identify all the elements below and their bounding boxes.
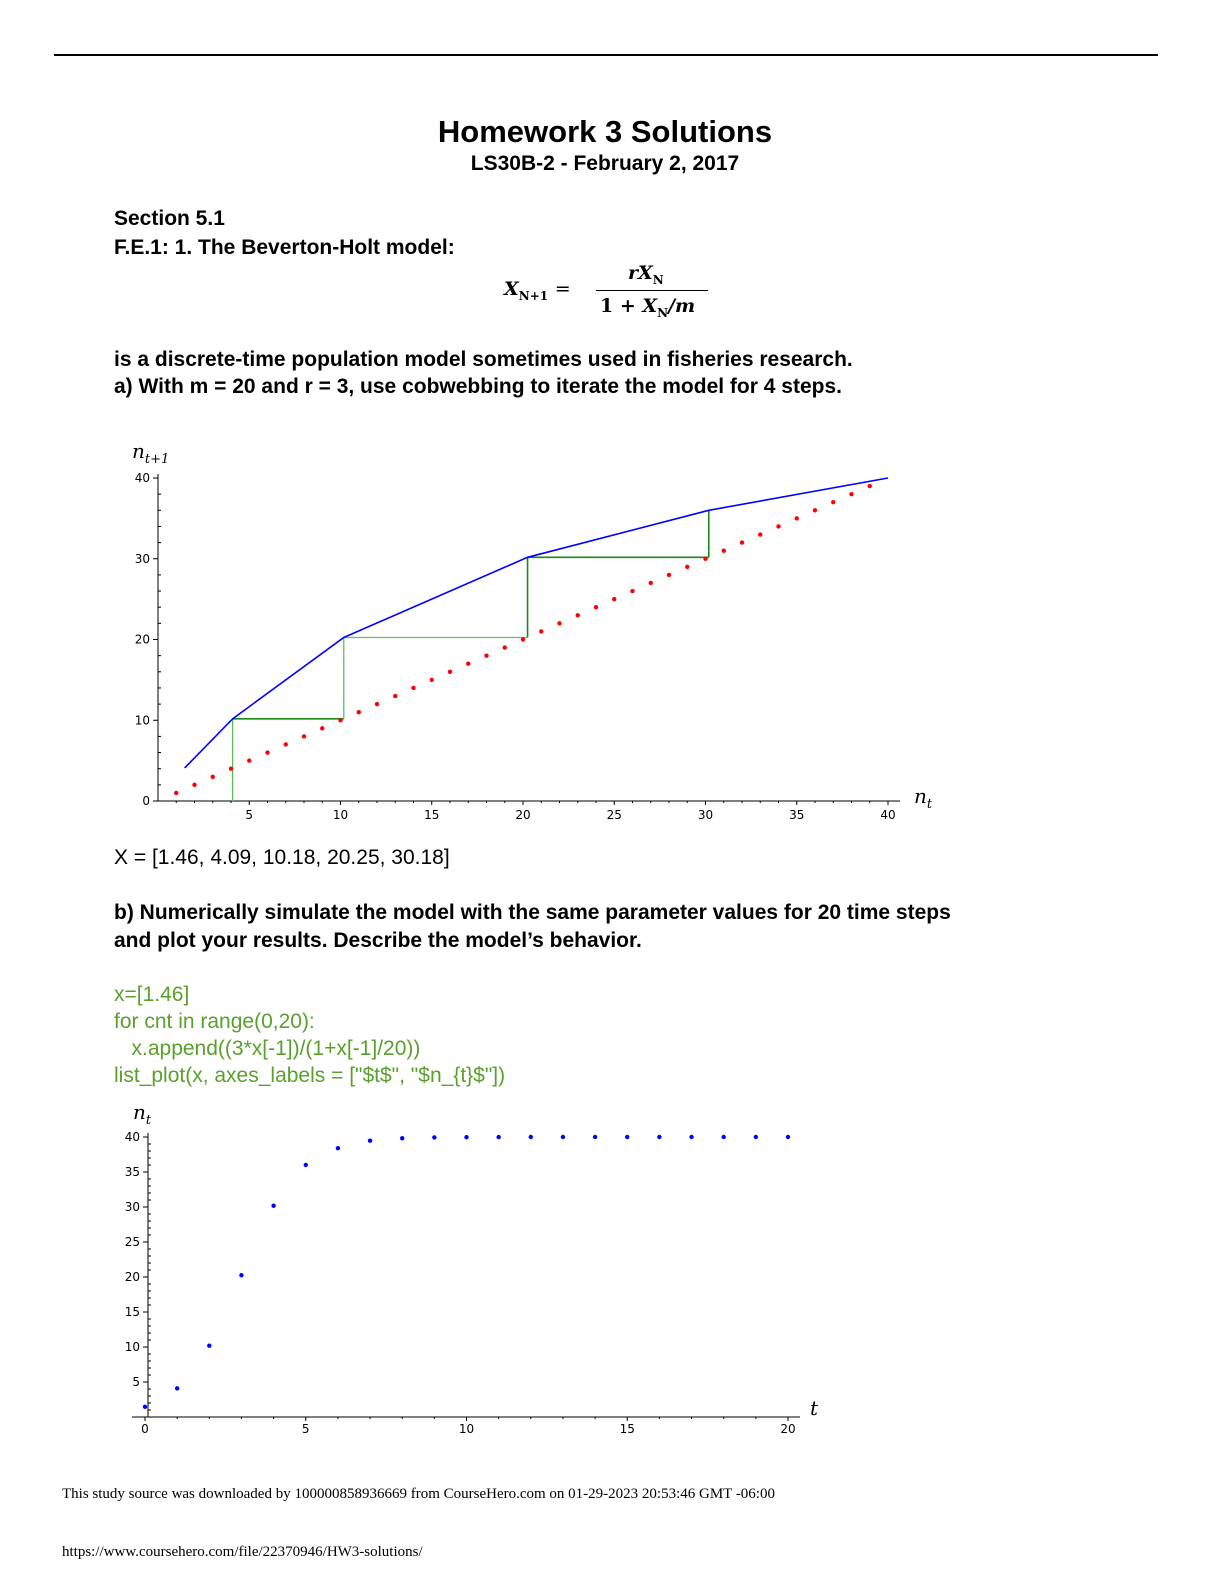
simulation-chart <box>0 1095 1224 1445</box>
data-point <box>400 1136 404 1140</box>
identity-dot <box>338 718 342 722</box>
data-point <box>239 1273 243 1277</box>
data-point <box>304 1163 308 1167</box>
identity-dot <box>831 500 835 504</box>
identity-dot <box>868 484 872 488</box>
data-point <box>593 1135 597 1139</box>
identity-dot <box>576 613 580 617</box>
y-tick-label: 15 <box>124 1305 140 1319</box>
page-title: Homework 3 Solutions <box>437 114 773 149</box>
identity-dot <box>685 565 689 569</box>
source-url: https://www.coursehero.com/file/22370946/HW3-solutions/ <box>62 1544 423 1560</box>
identity-dot <box>758 532 762 536</box>
page-subtitle: LS30B-2 - February 2, 2017 <box>470 152 740 175</box>
x-tick-label: 0 <box>141 1422 149 1436</box>
identity-dot <box>411 686 415 690</box>
identity-dot <box>320 726 324 730</box>
y-axis-label: $n_{t+1}$ <box>132 439 170 467</box>
identity-dot <box>813 508 817 512</box>
identity-dot <box>795 516 799 520</box>
x-axis-label: t <box>810 1396 819 1420</box>
part-b-prompt-line1: b) Numerically simulate the model with the same parameter values for 20 time steps <box>114 901 951 924</box>
download-notice: This study source was downloaded by 100000858936669 from CourseHero.com on 01-29-2023 20:53:46 GMT -06:00 <box>62 1486 775 1502</box>
x-tick-label: 20 <box>780 1422 796 1436</box>
identity-dot <box>229 767 233 771</box>
part-a-prompt: a) With m = 20 and r = 3, use cobwebbing to iterate the model for 4 steps. <box>114 375 842 398</box>
x-tick-label: 25 <box>606 808 622 822</box>
y-tick-label: 30 <box>124 1200 140 1214</box>
y-axis-label: $n_t$ <box>133 1100 152 1128</box>
data-point <box>625 1135 629 1139</box>
identity-dot <box>357 710 361 714</box>
x-axis-label: $n_t$ <box>914 784 933 812</box>
data-point <box>657 1135 661 1139</box>
identity-dot <box>649 581 653 585</box>
identity-dot <box>612 597 616 601</box>
x-tick-label: 15 <box>619 1422 635 1436</box>
part-b-prompt-line2: and plot your results. Describe the model’s behavior. <box>114 929 642 952</box>
identity-dot <box>594 605 598 609</box>
code-line: for cnt in range(0,20): <box>114 1010 315 1033</box>
identity-dot <box>630 589 634 593</box>
equation-denominator: $1 + X_N/m$ <box>600 295 696 320</box>
data-point <box>561 1135 565 1139</box>
data-point <box>689 1135 693 1139</box>
x-tick-label: 20 <box>515 808 531 822</box>
identity-dot <box>503 645 507 649</box>
identity-dot <box>722 548 726 552</box>
data-point <box>207 1344 211 1348</box>
data-point <box>175 1386 179 1390</box>
code-line: list_plot(x, axes_labels = ["$t$", "$n_{t}$"]) <box>114 1064 506 1087</box>
data-point <box>368 1139 372 1143</box>
identity-dot <box>211 775 215 779</box>
identity-dot <box>247 758 251 762</box>
data-point <box>336 1146 340 1150</box>
x-tick-label: 10 <box>458 1422 475 1436</box>
y-tick-label: 30 <box>134 551 150 566</box>
top-rule <box>54 54 1158 56</box>
identity-dot <box>484 653 488 657</box>
problem-heading: F.E.1: 1. The Beverton-Holt model: <box>114 236 455 259</box>
y-tick-label: 10 <box>134 713 150 728</box>
x-tick-label: 5 <box>245 808 254 822</box>
equation-lhs: $X_{N+1}$ = <box>504 278 571 303</box>
y-tick-label: 20 <box>124 1270 140 1284</box>
data-point <box>529 1135 533 1139</box>
y-tick-label: 25 <box>124 1235 140 1249</box>
section-heading: Section 5.1 <box>114 207 225 230</box>
identity-dot <box>539 629 543 633</box>
code-line: x=[1.46] <box>114 983 190 1006</box>
x-tick-label: 40 <box>880 808 896 822</box>
y-tick-label: 10 <box>124 1340 140 1354</box>
identity-dot <box>521 637 525 641</box>
data-point <box>496 1135 500 1139</box>
identity-dot <box>265 750 269 754</box>
identity-dot <box>302 734 306 738</box>
identity-dot <box>375 702 379 706</box>
identity-dot <box>448 670 452 674</box>
identity-dot <box>430 678 434 682</box>
cobweb-chart <box>0 430 1224 830</box>
y-tick-label: 35 <box>124 1165 140 1179</box>
identity-dot <box>776 524 780 528</box>
data-point <box>271 1204 275 1208</box>
data-point <box>754 1135 758 1139</box>
identity-dot <box>667 573 671 577</box>
data-point <box>464 1135 468 1139</box>
x-tick-label: 15 <box>424 808 440 822</box>
model-description: is a discrete-time population model sometimes used in fisheries research. <box>114 348 853 371</box>
part-a-result: X = [1.46, 4.09, 10.18, 20.25, 30.18] <box>114 846 450 869</box>
y-tick-label: 40 <box>134 471 150 485</box>
identity-dot <box>703 557 707 561</box>
identity-dot <box>849 492 853 496</box>
x-tick-label: 35 <box>789 808 805 822</box>
data-point <box>143 1405 147 1409</box>
data-point <box>722 1135 726 1139</box>
y-tick-label: 40 <box>124 1130 140 1144</box>
map-curve <box>185 478 888 768</box>
y-tick-label: 5 <box>132 1375 140 1389</box>
identity-dot <box>284 742 288 746</box>
y-tick-label: 0 <box>142 794 150 808</box>
identity-dot <box>466 662 470 666</box>
data-point <box>786 1135 790 1139</box>
y-tick-label: 20 <box>134 632 150 647</box>
data-point <box>432 1135 436 1139</box>
x-tick-label: 5 <box>301 1422 310 1436</box>
fraction-bar <box>596 290 708 291</box>
identity-dot <box>557 621 561 625</box>
x-tick-label: 10 <box>332 808 349 822</box>
x-tick-label: 30 <box>697 808 714 822</box>
code-line: x.append((3*x[-1])/(1+x[-1]/20)) <box>114 1037 421 1060</box>
equation-numerator: $rX_N$ <box>628 262 664 287</box>
identity-dot <box>740 540 744 544</box>
identity-dot <box>174 791 178 795</box>
identity-dot <box>192 783 196 787</box>
identity-dot <box>393 694 397 698</box>
